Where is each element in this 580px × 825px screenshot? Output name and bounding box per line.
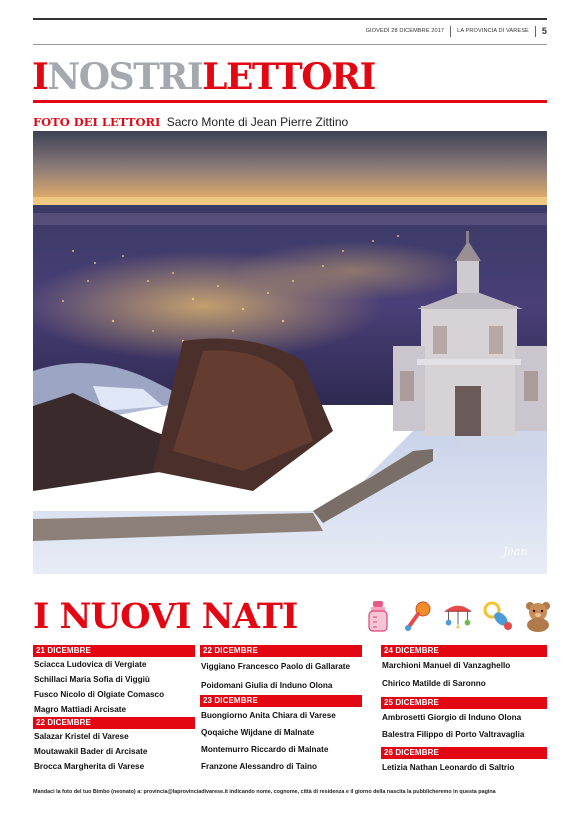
- birth-entry: Fusco Nicolo di Olgiate Comasco: [34, 690, 165, 699]
- photo-signature: Jean: [503, 545, 528, 558]
- baby-bottle-icon: [361, 598, 395, 634]
- birth-entry: Ambrosetti Giorgio di Induno Olona: [382, 713, 522, 722]
- section-title-rule: [33, 100, 547, 103]
- folio-separator: [450, 26, 451, 37]
- birth-entry: Chirico Matilde di Saronno: [382, 679, 486, 688]
- top-rule: [33, 18, 547, 20]
- rattle-icon: [401, 598, 435, 634]
- photo-caption: [33, 115, 348, 129]
- reader-photo: [33, 131, 547, 574]
- birth-entry: Schillaci Maria Sofia di Viggiù: [34, 675, 150, 684]
- births-title-part1: I NUOVI: [33, 595, 191, 637]
- birth-entry: Salazar Kristel di Varese: [34, 732, 129, 741]
- birth-entry: Letizia Nathan Leonardo di Saltrio: [382, 763, 515, 772]
- header-rule: [33, 44, 547, 45]
- section-title-initial: I: [32, 56, 48, 98]
- date-band: 21 DICEMBRE: [33, 645, 195, 657]
- births-icons: [361, 597, 555, 635]
- births-column-1: [33, 645, 195, 774]
- birth-entry: Marchioni Manuel di Vanzaghello: [382, 661, 511, 670]
- date-band: 22 DICEMBRE: [33, 717, 195, 729]
- births-column-3: [381, 645, 547, 776]
- births-title-part2: NATI: [201, 595, 298, 637]
- date-band: 24 DICEMBRE: [381, 645, 547, 657]
- section-title-word-1: NOSTRI: [47, 56, 203, 98]
- folio-paper: LA PROVINCIA DI VARESE: [457, 28, 529, 34]
- teddy-bear-icon: [521, 598, 555, 634]
- births-footnote: Mandaci la foto del tuo Bimbo (neonato) a: provincia@laprovinciadivarese.it indicando nome, cognome, città di residenza e il giorno della nascita la pubblicheremo in questa pagina: [33, 789, 496, 795]
- page-number: 5: [541, 26, 547, 36]
- birth-entry: Magro Mattiadi Arcisate: [34, 705, 127, 714]
- birth-entry: Moutawakil Bader di Arcisate: [34, 747, 148, 756]
- date-band: 26 DICEMBRE: [381, 747, 547, 759]
- sacro-monte-photo: [33, 131, 547, 574]
- births-title: [33, 596, 297, 636]
- birth-entry: Montemurro Riccardo di Malnate: [201, 745, 329, 754]
- birth-entry: Sciacca Ludovica di Vergiate: [34, 660, 147, 669]
- photo-caption-text: Sacro Monte di Jean Pierre Zittino: [166, 115, 349, 129]
- date-band: 22 DICEMBRE: [200, 645, 362, 657]
- births-column-2: [200, 645, 362, 775]
- pacifier-icon: [481, 598, 515, 634]
- date-band: 23 DICEMBRE: [200, 695, 362, 707]
- birth-entry: Brocca Margherita di Varese: [34, 762, 145, 771]
- birth-entry: Balestra Filippo di Porto Valtravaglia: [382, 730, 525, 739]
- folio-separator: [535, 26, 536, 37]
- birth-entry: Qoqaiche Wijdane di Malnate: [201, 728, 315, 737]
- date-band: 25 DICEMBRE: [381, 697, 547, 709]
- folio-date: GIOVEDÌ 28 DICEMBRE 2017: [365, 28, 445, 34]
- photo-caption-label: FOTO DEI LETTORI: [33, 115, 161, 129]
- birth-entry: Viggiano Francesco Paolo di Gallarate: [201, 662, 351, 671]
- birth-entry: Poidomani Giulia di Induno Olona: [201, 681, 333, 690]
- birth-entry: Franzone Alessandro di Taino: [201, 762, 318, 771]
- crib-mobile-icon: [441, 598, 475, 634]
- section-title-word-2: LETTORI: [202, 56, 375, 98]
- birth-entry: Buongiorno Anita Chiara di Varese: [201, 711, 336, 720]
- page-folio: [366, 25, 547, 37]
- section-title: [32, 56, 375, 98]
